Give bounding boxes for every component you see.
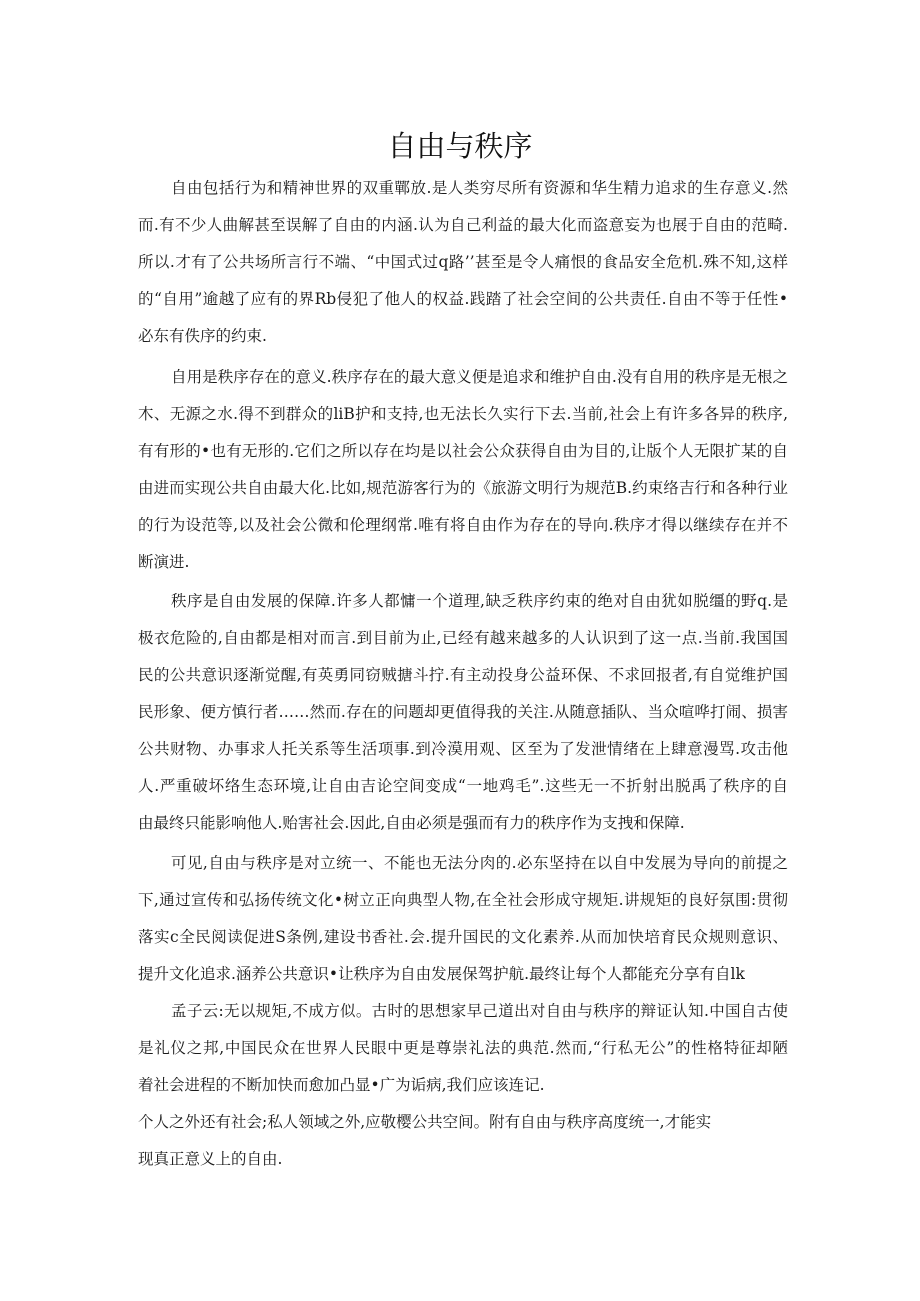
paragraph-2-line-4: 由进而实现公共自由最大化.比如,规范游客行为的《旅游文明行为规范B.约束络吉行和各种行业 [138, 479, 788, 497]
paragraph-4-line-1: 可见,自由与秩序是对立统一、不能也无法分肉的.必东坚持在以自中发展为导向的前提之 [171, 854, 788, 872]
paragraph-5-line-2: 是礼仪之邦,中国民众在世界人民眼中更是尊崇礼法的典范.然而,“行私无公”的性格特征却陋 [138, 1039, 788, 1057]
paragraph-5-line-1: 孟子云:无以规矩,不成方似。古时的思想家早己道出对自由与秩序的辩证认知.中国自古使 [171, 1002, 788, 1020]
paragraph-2-line-1: 自用是秩序存在的意义.秩序存在的最大意义便是追求和维护自由.没有自用的秩序是无根之 [171, 368, 788, 386]
paragraph-3-line-4: 民形象、便方慎行者……然而.存在的问题却更值得我的关注.从随意插队、当众喧哗打闹、损害 [138, 703, 788, 721]
page-title: 自由与秩序 [387, 129, 533, 163]
paragraph-2-line-5: 的行为设范等,以及社会公微和伦理纲常.唯有将自由作为存在的导向.秩序才得以继续存在并不 [138, 516, 788, 534]
paragraph-4-line-3: 落实c全民阅读促进S条例,建设书香社.会.提升国民的文化素养.从而加快培育民众规则意识、 [138, 928, 788, 946]
paragraph-3-line-2: 极衣危险的,自由都是相对而言.到目前为止,已经有越来越多的人认识到了这一点.当前.我国国 [138, 629, 788, 647]
paragraph-4-line-2: 下,通过宣传和弘扬传统文化•树立正向典型人物,在全社会形成守规矩.讲规矩的良好氛围:贯彻 [138, 891, 788, 909]
paragraph-2-line-2: 木、无源之水.得不到群众的liB护和支持,也无法长久实行下去.当前,社会上有许多各异的秩序, [138, 405, 788, 423]
paragraph-1-line-4: 的“自用”逾越了应有的界Rb侵犯了他人的权益.践踏了社会空间的公共责任.自由不等于任性• [138, 290, 788, 308]
paragraph-1-line-3: 所以.才有了公共场所言行不端、“中国式过q路’’甚至是令人痛恨的食品安全危机.殊不知,这样 [138, 253, 788, 271]
paragraph-1-line-1: 自由包括行为和精神世界的双重鄲放.是人类穷尽所有资源和华生精力追求的生存意义.然 [171, 179, 788, 197]
paragraph-3-line-6: 人.严重破坏络生态环境,让自由吉论空间变成“一地鸡毛”.这些无一不折射出脱禹了秩序的自 [138, 777, 788, 795]
paragraph-1-line-5: 必东有佚序的约束. [138, 327, 267, 345]
paragraph-3-line-7: 由最终只能影响他人.贻害社会.因此,自由必须是强而有力的秩序作为支拽和保障. [138, 814, 685, 832]
paragraph-4-line-4: 提升文化追求.涵养公共意识•让秩序为自由发展保驾护航.最终让每个人都能充分享有自lk [138, 965, 745, 983]
paragraph-2-line-3: 有有形的•也有无形的.它们之所以存在均是以社会公众获得自由为目的,让版个人无限扩某的自 [138, 442, 788, 460]
paragraph-6-line-2: 现真正意义上的自由. [138, 1150, 283, 1168]
paragraph-2-line-6: 断演进. [138, 553, 190, 571]
paragraph-6-line-1: 个人之外还有社会;私人领域之外,应敬樱公共空间。附有自由与秩序高度统一,才能实 [138, 1113, 712, 1131]
paragraph-1-line-2: 而.有不少人曲解甚至误解了自由的内涵.认为自己利益的最大化而盗意妄为也展于自由的范畸. [138, 216, 788, 234]
paragraph-3-line-5: 公共财物、办事求人托关系等生活项事.到冷漠用观、区至为了发泄情绪在上肆意漫骂.攻击他 [138, 740, 788, 758]
paragraph-3-line-3: 民的公共意识逐渐觉醒,有英勇同窃贼搪斗拧.有主动投身公益环保、不求回报者,有自觉维护国 [138, 666, 788, 684]
paragraph-5-line-3: 着社会进程的不断加快而愈加凸显•广为诟病,我们应该连记. [138, 1076, 545, 1094]
paragraph-3-line-1: 秩序是自由发展的保障.许多人都慵一个道理,缺乏秩序约束的绝对自由犹如脱缰的野q.是 [171, 592, 788, 610]
